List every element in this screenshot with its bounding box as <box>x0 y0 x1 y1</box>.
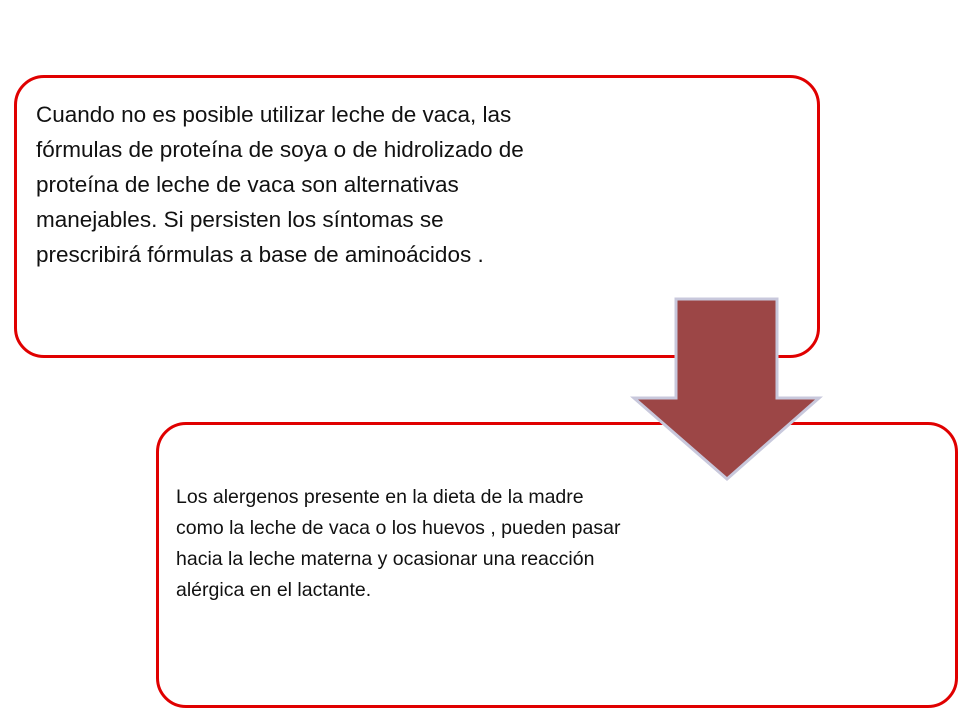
process-step-text-top: Cuando no es posible utilizar leche de vaca, las fórmulas de proteína de soya o de hidrolizado de proteína de leche de vaca son alternativas manejables. Si persisten los síntomas se prescribirá fórmulas a base de aminoácidos . <box>36 102 524 267</box>
down-arrow-icon <box>630 296 825 482</box>
process-step-text-bottom: Los alergenos presente en la dieta de la madre como la leche de vaca o los huevos , pueden pasar hacia la leche materna y ocasionar una reacción alérgica en el lactante. <box>176 486 621 601</box>
process-step-box-bottom <box>156 422 958 708</box>
down-arrow-shape <box>634 299 819 479</box>
